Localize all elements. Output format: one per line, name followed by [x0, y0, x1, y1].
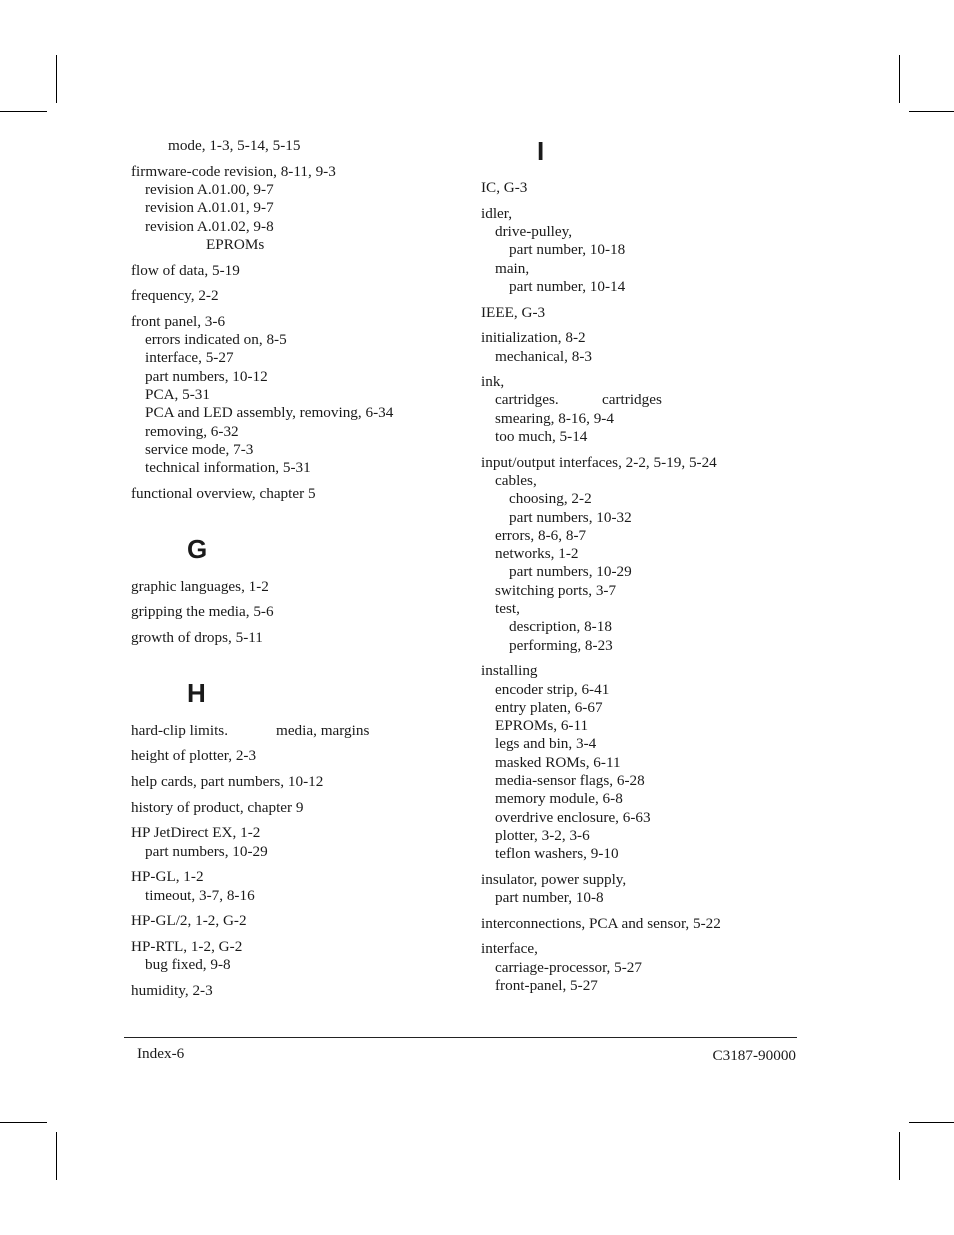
crop-mark [909, 1122, 954, 1123]
index-entry: IEEE, G-3 [481, 304, 546, 321]
crop-mark [899, 55, 900, 103]
index-subentry: plotter, 3-2, 3-6 [495, 827, 590, 844]
crop-mark [0, 1122, 47, 1123]
index-subentry: mechanical, 8-3 [495, 348, 592, 365]
index-subentry: errors, 8-6, 8-7 [495, 527, 587, 544]
index-subentry: part number, 10-8 [495, 889, 604, 906]
index-entry: functional overview, chapter 5 [131, 485, 316, 502]
index-subentry: media-sensor flags, 6-28 [495, 772, 645, 789]
index-subentry: errors indicated on, 8-5 [145, 331, 287, 348]
index-subentry: service mode, 7-3 [145, 441, 254, 458]
index-subentry: part numbers, 10-29 [509, 563, 632, 580]
index-entry: interconnections, PCA and sensor, 5-22 [481, 915, 721, 932]
index-subentry: technical information, 5-31 [145, 459, 311, 476]
index-subentry: EPROMs [206, 236, 265, 253]
index-subentry: timeout, 3-7, 8-16 [145, 887, 255, 904]
index-subentry: PCA, 5-31 [145, 386, 210, 403]
index-subentry: entry platen, 6-67 [495, 699, 603, 716]
index-entry: height of plotter, 2-3 [131, 747, 257, 764]
index-subentry: description, 8-18 [509, 618, 612, 635]
index-subentry: interface, 5-27 [145, 349, 234, 366]
index-entry: interface, [481, 940, 538, 957]
index-entry: input/output interfaces, 2-2, 5-19, 5-24 [481, 454, 717, 471]
crop-mark [909, 111, 954, 112]
index-subentry: removing, 6-32 [145, 423, 239, 440]
index-subentry: part number, 10-14 [509, 278, 626, 295]
crop-mark [899, 1132, 900, 1180]
index-entry: gripping the media, 5-6 [131, 603, 274, 620]
index-subentry: teflon washers, 9-10 [495, 845, 619, 862]
index-entry: HP-GL, 1-2 [131, 868, 204, 885]
index-entry: HP-GL/2, 1-2, G-2 [131, 912, 247, 929]
index-entry: installing [481, 662, 538, 679]
index-entry: IC, G-3 [481, 179, 528, 196]
document-part-number: C3187-90000 [712, 1047, 796, 1064]
index-entry: help cards, part numbers, 10-12 [131, 773, 324, 790]
crop-mark [56, 1132, 57, 1180]
index-entry: growth of drops, 5-11 [131, 629, 263, 646]
index-subentry: PCA and LED assembly, removing, 6-34 [145, 404, 394, 421]
index-cross-reference: cartridges [602, 391, 662, 408]
index-cross-reference: media, margins [276, 722, 370, 739]
crop-mark [56, 55, 57, 103]
index-subentry: memory module, 6-8 [495, 790, 623, 807]
index-subentry: part number, 10-18 [509, 241, 626, 258]
index-entry: initialization, 8-2 [481, 329, 586, 346]
index-entry: hard-clip limits. [131, 722, 229, 739]
index-subentry: choosing, 2-2 [509, 490, 592, 507]
index-subentry: performing, 8-23 [509, 637, 613, 654]
index-subentry: part numbers, 10-12 [145, 368, 268, 385]
section-heading-h: H [187, 678, 206, 708]
index-subentry: too much, 5-14 [495, 428, 588, 445]
index-subentry: drive-pulley, [495, 223, 573, 240]
index-subentry: overdrive enclosure, 6-63 [495, 809, 651, 826]
index-subentry: revision A.01.02, 9-8 [145, 218, 274, 235]
index-entry: flow of data, 5-19 [131, 262, 240, 279]
index-subentry: main, [495, 260, 530, 277]
index-entry: humidity, 2-3 [131, 982, 213, 999]
section-heading-g: G [187, 534, 208, 564]
index-entry: idler, [481, 205, 513, 222]
index-subentry: masked ROMs, 6-11 [495, 754, 621, 771]
index-subentry: part numbers, 10-29 [145, 843, 268, 860]
index-subentry: switching ports, 3-7 [495, 582, 617, 599]
index-subentry: encoder strip, 6-41 [495, 681, 610, 698]
index-entry: ink, [481, 373, 505, 390]
index-subentry: carriage-processor, 5-27 [495, 959, 642, 976]
index-entry: mode, 1-3, 5-14, 5-15 [168, 137, 301, 154]
index-subentry: revision A.01.00, 9-7 [145, 181, 274, 198]
index-subentry: revision A.01.01, 9-7 [145, 199, 274, 216]
footer-rule [124, 1037, 797, 1038]
page-number: Index-6 [137, 1045, 185, 1062]
index-entry: firmware-code revision, 8-11, 9-3 [131, 163, 336, 180]
index-subentry: cables, [495, 472, 537, 489]
index-entry: HP JetDirect EX, 1-2 [131, 824, 261, 841]
index-entry: HP-RTL, 1-2, G-2 [131, 938, 243, 955]
index-subentry: bug fixed, 9-8 [145, 956, 231, 973]
index-subentry: part numbers, 10-32 [509, 509, 632, 526]
index-entry: insulator, power supply, [481, 871, 627, 888]
index-subentry: cartridges. [495, 391, 559, 408]
index-subentry: networks, 1-2 [495, 545, 579, 562]
index-entry: front panel, 3-6 [131, 313, 226, 330]
index-subentry: legs and bin, 3-4 [495, 735, 597, 752]
index-entry: graphic languages, 1-2 [131, 578, 269, 595]
index-subentry: test, [495, 600, 520, 617]
section-heading-i: I [537, 136, 545, 166]
crop-mark [0, 111, 47, 112]
index-entry: history of product, chapter 9 [131, 799, 304, 816]
index-subentry: EPROMs, 6-11 [495, 717, 589, 734]
index-subentry: front-panel, 5-27 [495, 977, 598, 994]
index-subentry: smearing, 8-16, 9-4 [495, 410, 614, 427]
index-entry: frequency, 2-2 [131, 287, 219, 304]
